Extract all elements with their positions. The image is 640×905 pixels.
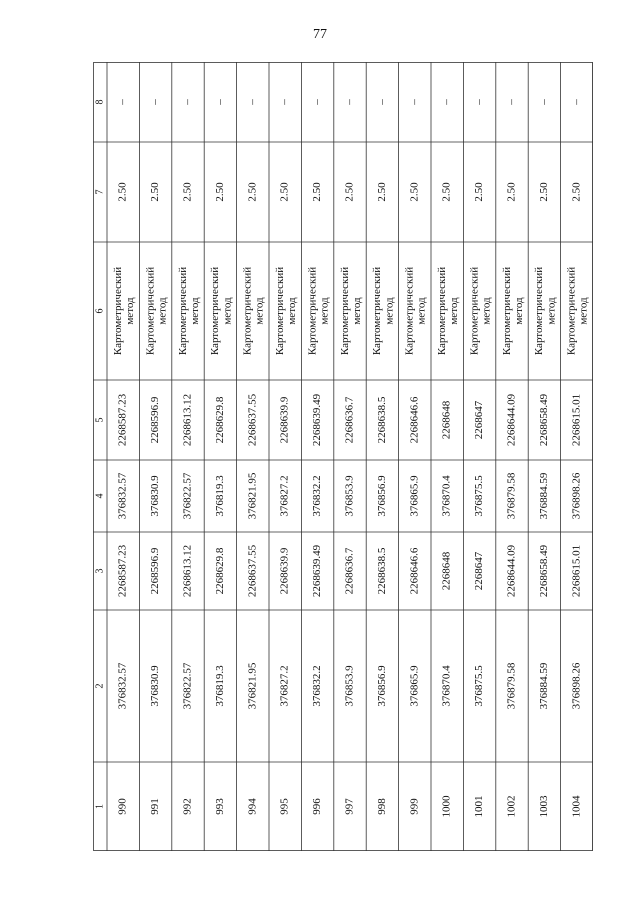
table-header-cell: 1 [94, 804, 106, 809]
table-cell: – [311, 99, 324, 105]
table-cell-method: Картометрическийметод [533, 266, 558, 356]
table-cell: 376875.5 [473, 665, 486, 707]
table-cell: 2268638.5 [375, 396, 388, 444]
table-cell: – [537, 99, 550, 105]
table-cell: – [375, 99, 388, 105]
table-cell-method: Картометрическийметод [112, 266, 137, 356]
table-cell: 995 [278, 798, 291, 815]
table-cell-method: Картометрическийметод [565, 266, 590, 356]
table-cell: 2268636.7 [343, 396, 356, 444]
table-cell: 2.50 [375, 182, 388, 202]
table-cell: 2.50 [311, 182, 324, 202]
table-cell: 376830.9 [149, 665, 162, 707]
table-cell: 2268629.8 [213, 396, 226, 444]
table-cell-method: Картометрическийметод [338, 266, 363, 356]
table-cell: 2268639.9 [278, 396, 291, 444]
table-cell: 2268636.7 [343, 547, 356, 595]
table-cell: 376853.9 [343, 665, 356, 707]
table-cell: 376832.57 [116, 472, 129, 520]
table-cell: 2268596.9 [149, 396, 162, 444]
table-cell: 998 [375, 798, 388, 815]
table-cell: 994 [246, 798, 259, 815]
table-cell: 2268646.6 [408, 396, 421, 444]
table-cell: 2268648 [440, 400, 453, 440]
table-cell: – [440, 99, 453, 105]
table-header-cell: 7 [94, 189, 106, 195]
table-cell: – [473, 99, 486, 105]
table-cell: 2268615.01 [570, 393, 583, 447]
table-cell: 1000 [440, 795, 453, 818]
table-cell: 2268615.01 [570, 544, 583, 598]
table-cell: 376898.26 [570, 662, 583, 710]
coordinates-table-svg [93, 62, 593, 851]
table-cell-method: Картометрическийметод [468, 266, 493, 356]
table-cell: 376884.59 [537, 662, 550, 710]
table-header-cell: 6 [94, 308, 106, 314]
table-cell: 376879.58 [505, 662, 518, 710]
table-cell: – [343, 99, 356, 105]
table-cell: 2268639.49 [311, 393, 324, 447]
table-cell: 2.50 [343, 182, 356, 202]
table-cell: 2.50 [408, 182, 421, 202]
table-cell: 376856.9 [375, 665, 388, 707]
table-cell: 2268629.8 [213, 547, 226, 595]
table-cell: 2268596.9 [149, 547, 162, 595]
table-header-cell: 5 [94, 417, 106, 423]
table-cell: – [246, 99, 259, 105]
table-cell: – [408, 99, 421, 105]
table-cell: 2268638.5 [375, 547, 388, 595]
table-cell: 2268648 [440, 551, 453, 591]
table-cell: 2268613.12 [181, 544, 194, 598]
table-cell: 376879.58 [505, 472, 518, 520]
table-cell-method: Картометрическийметод [371, 266, 396, 356]
table-cell: 376870.4 [440, 475, 453, 517]
table-cell: 2.50 [278, 182, 291, 202]
table-cell: 376827.2 [278, 475, 291, 517]
table-cell: 997 [343, 798, 356, 815]
table-cell-method: Картометрическийметод [176, 266, 201, 356]
table-cell: – [116, 99, 129, 105]
table-cell: 2268637.55 [246, 393, 259, 447]
table-cell: 376853.9 [343, 475, 356, 517]
table-cell: 2268658.49 [537, 544, 550, 598]
table-cell: 2268658.49 [537, 393, 550, 447]
table-cell: 2268587.23 [116, 393, 129, 447]
table-cell: 376875.5 [473, 475, 486, 517]
table-cell-method: Картометрическийметод [144, 266, 169, 356]
table-cell: 1002 [505, 795, 518, 818]
table-cell: 2.50 [213, 182, 226, 202]
table-cell: 999 [408, 798, 421, 815]
table-cell: – [213, 99, 226, 105]
table-cell: 376898.26 [570, 472, 583, 520]
table-cell: 2.50 [570, 182, 583, 202]
table-cell: 2268647 [473, 400, 486, 440]
table-cell-method: Картометрическийметод [306, 266, 331, 356]
table-cell: 2.50 [149, 182, 162, 202]
table-border [94, 63, 593, 851]
table-cell: 376821.95 [246, 662, 259, 710]
table-cell: 376819.3 [213, 665, 226, 707]
table-cell: 992 [181, 798, 194, 815]
table-cell: – [505, 99, 518, 105]
table-cell-method: Картометрическийметод [436, 266, 461, 356]
table-cell: 2268639.9 [278, 547, 291, 595]
table-cell: 990 [116, 798, 129, 815]
table-cell-method: Картометрическийметод [241, 266, 266, 356]
table-cell: 1004 [570, 795, 583, 818]
table-cell: 1003 [537, 795, 550, 818]
page-number: 77 [313, 27, 327, 42]
table-cell: 2.50 [181, 182, 194, 202]
table-cell: 2.50 [537, 182, 550, 202]
table-cell: 2.50 [116, 182, 129, 202]
table-cell: 2.50 [246, 182, 259, 202]
table-cell: 2268639.49 [311, 544, 324, 598]
table-cell: 376856.9 [375, 475, 388, 517]
table-cell: 376832.57 [116, 662, 129, 710]
table-cell: – [181, 99, 194, 105]
table-cell: 376884.59 [537, 472, 550, 520]
table-cell: – [570, 99, 583, 105]
table-header-cell: 8 [94, 99, 106, 105]
table-cell: 2.50 [440, 182, 453, 202]
table-cell: 2268647 [473, 551, 486, 591]
table-header-cell: 4 [94, 493, 106, 499]
table-cell: 2.50 [473, 182, 486, 202]
table-cell: 376870.4 [440, 665, 453, 707]
table-cell-method: Картометрическийметод [274, 266, 299, 356]
table-cell: 996 [311, 798, 324, 815]
coordinates-table [93, 62, 593, 851]
table-cell: 376822.57 [181, 662, 194, 710]
table-header-cell: 2 [94, 683, 106, 689]
table-cell: 2.50 [505, 182, 518, 202]
table-cell-method: Картометрическийметод [209, 266, 234, 356]
table-cell: 2268613.12 [181, 393, 194, 447]
table-cell: 376832.2 [311, 475, 324, 517]
table-cell: 2268644.09 [505, 393, 518, 447]
table-cell: 376827.2 [278, 665, 291, 707]
table-cell: 376832.2 [311, 665, 324, 707]
table-cell: 2268587.23 [116, 544, 129, 598]
table-cell: 376821.95 [246, 472, 259, 520]
table-cell: 376819.3 [213, 475, 226, 517]
table-cell: 376865.9 [408, 475, 421, 517]
table-cell-method: Картометрическийметод [403, 266, 428, 356]
table-cell: 2268637.55 [246, 544, 259, 598]
table-cell: – [149, 99, 162, 105]
table-cell: 993 [213, 798, 226, 815]
table-cell: 2268646.6 [408, 547, 421, 595]
table-cell: 376865.9 [408, 665, 421, 707]
table-header-cell: 3 [94, 568, 106, 574]
table-cell: 376822.57 [181, 472, 194, 520]
table-cell: 376830.9 [149, 475, 162, 517]
table-cell: 2268644.09 [505, 544, 518, 598]
table-cell-method: Картометрическийметод [500, 266, 525, 356]
table-cell: 1001 [473, 795, 486, 818]
table-cell: – [278, 99, 291, 105]
table-cell: 991 [149, 798, 162, 815]
